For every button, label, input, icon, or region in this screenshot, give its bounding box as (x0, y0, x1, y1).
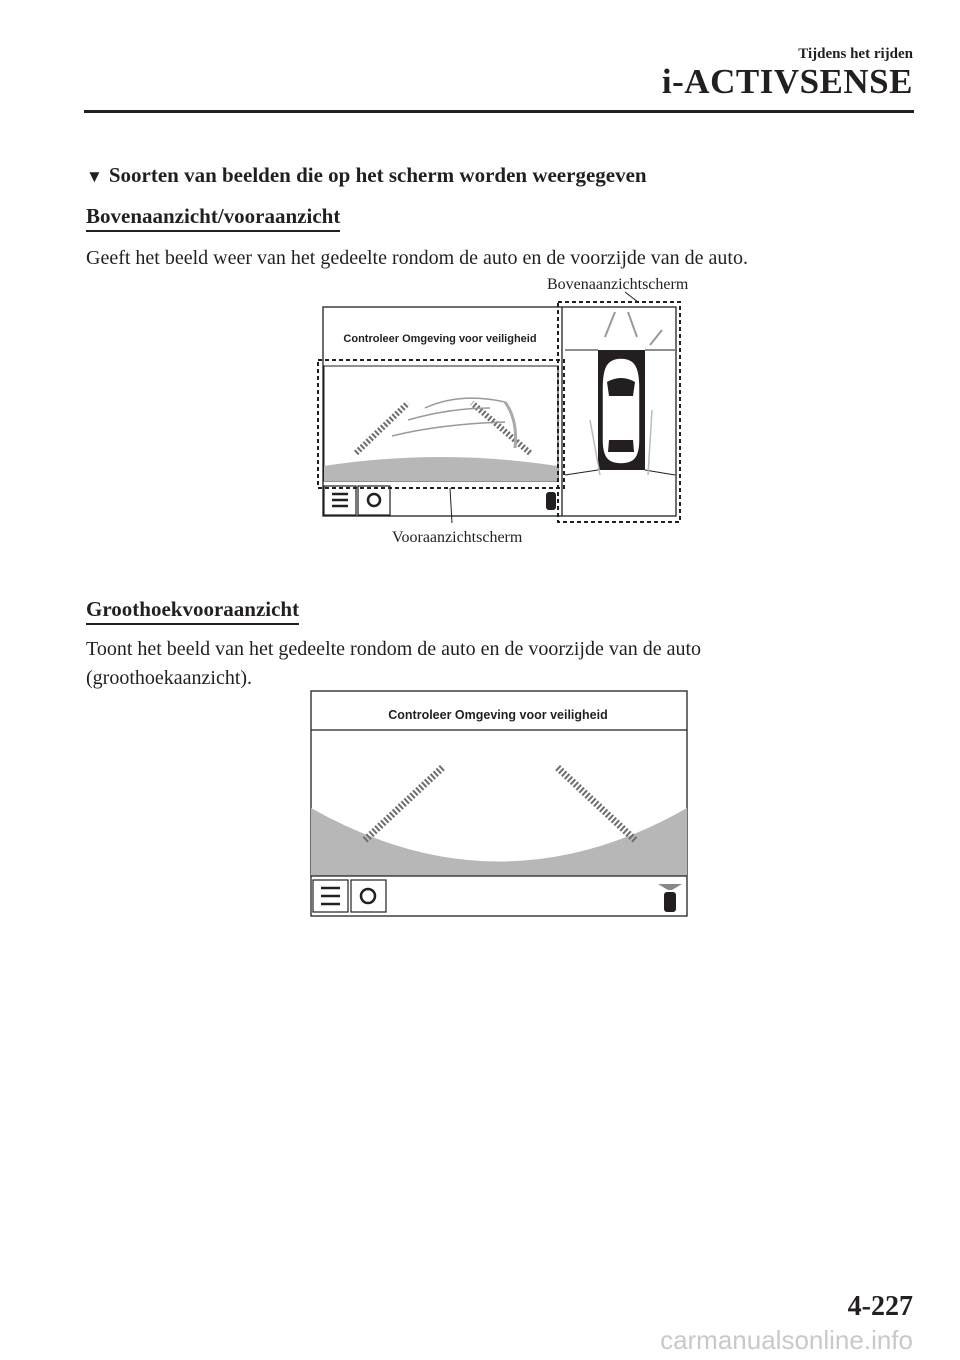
settings-gear-icon (358, 486, 390, 515)
watermark: carmanualsonline.info (660, 1325, 913, 1355)
top-view-pane (565, 308, 675, 515)
label-top-view-screen: Bovenaanzichtscherm (547, 276, 689, 293)
subheading-top-front-view: Bovenaanzicht/vooraanzicht (86, 204, 340, 232)
page-number: 4-227 (847, 1291, 913, 1322)
page-title: i-ACTIVSENSE (661, 62, 913, 101)
header-divider (84, 110, 914, 113)
label-front-view-screen: Vooraanzichtscherm (392, 529, 523, 546)
screen-banner: Controleer Omgeving voor veiligheid (388, 708, 608, 722)
section-heading-text: Soorten van beelden die op het scherm worden weergegeven (108, 163, 647, 187)
subheading-wide-view: Groothoekvooraanzicht (86, 597, 299, 625)
settings-gear-icon (351, 880, 386, 912)
chapter-title: Tijdens het rijden (798, 46, 913, 62)
car-mini-icon (664, 892, 676, 912)
front-view-pane (324, 366, 558, 481)
screen-banner: Controleer Omgeving voor veiligheid (343, 333, 537, 345)
figure-wide-view (310, 690, 690, 920)
paragraph-wide-view-line1: Toont het beeld van het gedeelte rondom de auto en de voorzijde van de auto (86, 638, 702, 660)
paragraph-wide-view-line2: (groothoekaanzicht). (86, 667, 253, 689)
car-mini-icon (546, 492, 556, 510)
figure-top-front-view (300, 270, 700, 560)
paragraph-top-front-view: Geeft het beeld weer van het gedeelte rondom de auto en de voorzijde van de auto. (86, 247, 748, 269)
section-heading (86, 163, 647, 188)
triangle-marker-icon: ▼ (86, 167, 103, 186)
